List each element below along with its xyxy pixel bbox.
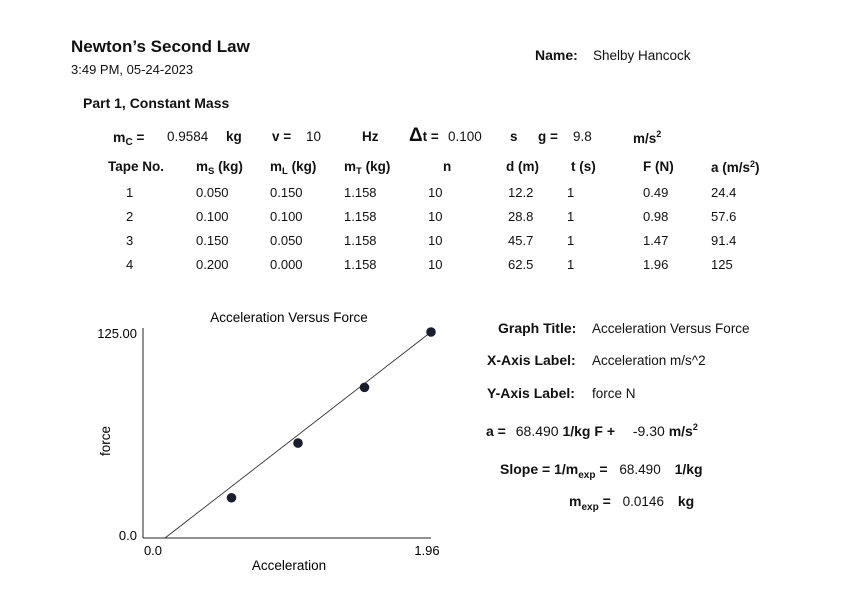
slope-line: Slope = $1/m_{exp} = 68.490$ 1/kg	[500, 461, 703, 481]
data-point	[293, 438, 303, 448]
cell-tape: 3	[126, 233, 134, 248]
x-tick-label-min: 0.0	[143, 543, 163, 558]
cell-tape: 4	[126, 257, 134, 272]
cell-ms: 0.150	[196, 233, 229, 248]
y-axis-title: force	[98, 425, 113, 457]
timestamp: 3:49 PM, 05-24-2023	[71, 62, 194, 77]
cell-ml: 0.050	[270, 233, 303, 248]
y-tick-label-min: 0.0	[118, 528, 137, 543]
data-point	[227, 493, 237, 503]
param-g-value: 9.8	[573, 129, 592, 144]
cell-a: 24.4	[711, 185, 737, 200]
cell-f: 0.49	[643, 185, 669, 200]
fit-line	[165, 332, 431, 538]
cell-f: 0.98	[643, 209, 669, 224]
header-ms: $m_S$ (kg)	[196, 159, 243, 177]
part-title: Part 1, Constant Mass	[83, 95, 230, 111]
cell-t: 1	[567, 257, 575, 272]
param-mc-label: $m_C$ =	[113, 129, 145, 148]
param-v-unit: Hz	[362, 129, 379, 144]
data-point	[426, 327, 436, 337]
param-v-value: 10	[306, 129, 322, 144]
name-value: Shelby Hancock	[593, 48, 691, 63]
param-dt-unit: s	[510, 129, 518, 144]
cell-ml: 0.000	[270, 257, 303, 272]
cell-ms: 0.200	[196, 257, 229, 272]
header-f: F (N)	[643, 159, 674, 174]
cell-d: 12.2	[508, 185, 534, 200]
graph-title-label: Graph Title:	[498, 320, 577, 336]
param-mc-value: 0.9584	[167, 129, 209, 144]
cell-n: 10	[428, 257, 443, 272]
header-mt: $m_T$ (kg)	[344, 159, 391, 177]
cell-ms: 0.100	[196, 209, 229, 224]
y-axis-label-label: Y-Axis Label:	[487, 385, 575, 401]
cell-n: 10	[428, 209, 443, 224]
header-a: a $(m/s^2)$	[711, 159, 760, 175]
data-point	[360, 383, 370, 393]
cell-n: 10	[428, 185, 443, 200]
cell-a: 125	[711, 257, 733, 272]
cell-t: 1	[567, 185, 575, 200]
param-dt-label: Δt =	[409, 125, 439, 146]
cell-f: 1.96	[643, 257, 669, 272]
cell-a: 57.6	[711, 209, 737, 224]
mexp-line: $m_{exp} = 0.0146$ kg	[569, 493, 695, 513]
header-d: d (m)	[506, 159, 539, 174]
param-dt-value: 0.100	[448, 129, 482, 144]
cell-f: 1.47	[643, 233, 669, 248]
cell-mt: 1.158	[344, 185, 377, 200]
cell-n: 10	[428, 233, 443, 248]
x-axis-title: Acceleration	[251, 558, 327, 573]
cell-t: 1	[567, 209, 575, 224]
cell-t: 1	[567, 233, 575, 248]
page-title: Newton’s Second Law	[71, 37, 250, 56]
cell-tape: 2	[126, 209, 134, 224]
cell-d: 45.7	[508, 233, 534, 248]
cell-d: 28.8	[508, 209, 534, 224]
chart-title: Acceleration Versus Force	[210, 310, 368, 325]
cell-ms: 0.050	[196, 185, 229, 200]
header-ml: $m_L$ (kg)	[270, 159, 317, 177]
header-t: t (s)	[571, 159, 596, 174]
cell-mt: 1.158	[344, 209, 377, 224]
x-axis-label-value: Acceleration m/s^2	[592, 353, 706, 368]
fit-equation: a = 68.490 1/kg F + -9.30 $m/s^2$	[486, 422, 698, 439]
param-g-unit: $m/s^2$	[633, 129, 662, 146]
param-g-label: g =	[538, 129, 558, 144]
cell-a: 91.4	[711, 233, 737, 248]
name-label: Name:	[535, 47, 578, 63]
cell-mt: 1.158	[344, 257, 377, 272]
cell-ml: 0.100	[270, 209, 303, 224]
param-mc-unit: kg	[226, 129, 242, 144]
x-tick-label-max: 1.96	[414, 543, 440, 558]
cell-mt: 1.158	[344, 233, 377, 248]
param-v-label: v =	[272, 129, 292, 144]
x-axis-label-label: X-Axis Label:	[487, 352, 576, 368]
graph-title-value: Acceleration Versus Force	[592, 321, 750, 336]
cell-d: 62.5	[508, 257, 534, 272]
header-n: n	[443, 159, 452, 174]
cell-ml: 0.150	[270, 185, 303, 200]
y-axis-label-value: force N	[592, 386, 636, 401]
header-tape: Tape No.	[108, 159, 165, 174]
y-tick-label-max: 125.00	[97, 326, 137, 341]
cell-tape: 1	[126, 185, 134, 200]
